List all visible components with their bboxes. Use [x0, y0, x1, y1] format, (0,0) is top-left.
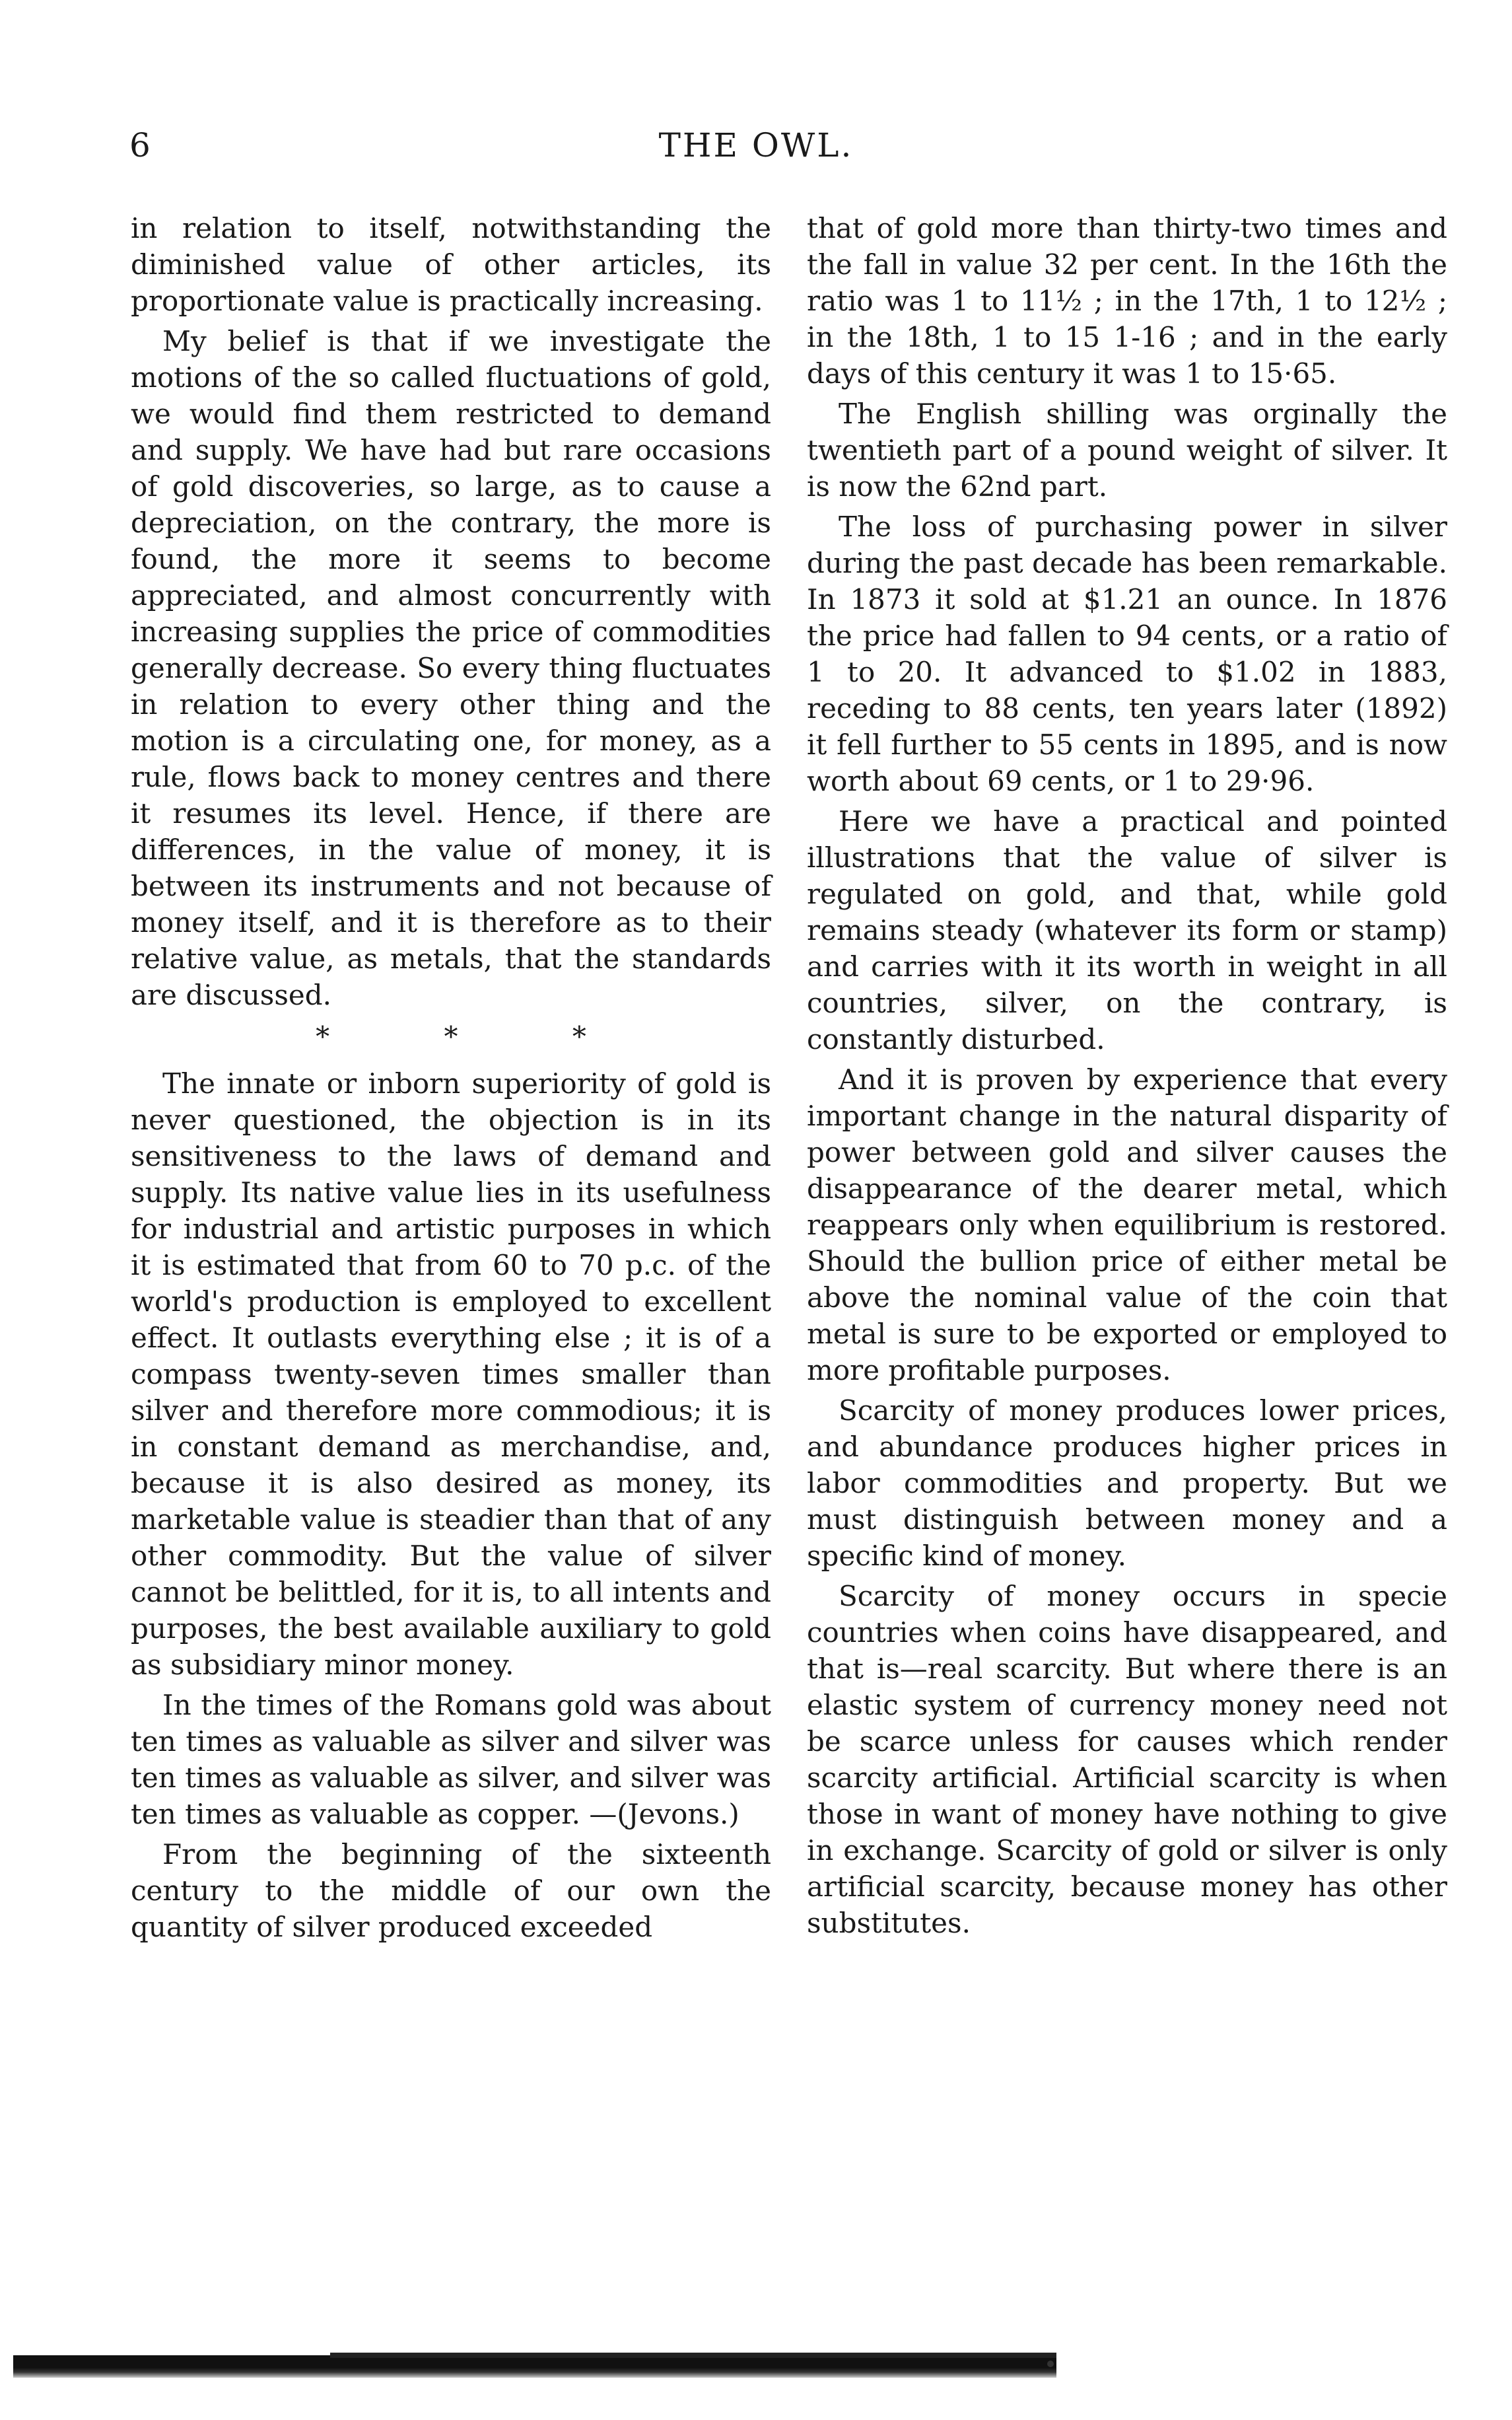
paragraph: The loss of purchasing power in silver during the past decade has been remarkable. In 1873 it sold at $1.21 an ounce. In 1876 the price had fallen to 94 cents, or a ratio of 1 to 20. It advanced to $1.02 in 1883, receding to 88 cents, ten years later (1892) it fell further to 55 cents in 1895, and is now worth about 69 cents, or 1 to 29·96. — [807, 511, 1447, 797]
section-separator: * * * — [316, 1020, 639, 1053]
paragraph: Scarcity of money occurs in specie countries when coins have disappeared, and that is—real scarcity. But where there is an elastic system of currency money need not be scarce unless for causes which render scarcity artificial. Artificial scarcity is when those in want of money have nothing to give in exchange. Scarcity of gold or silver is only artificial scarcity, because money has other substitutes. — [807, 1580, 1447, 1939]
left-column — [131, 210, 771, 1945]
paragraph: From the beginning of the sixteenth century to the middle of our own the quantity of silver produced exceeded — [131, 1838, 771, 1943]
paragraph: that of gold more than thirty-two times and the fall in value 32 per cent. In the 16th the ratio was 1 to 11½ ; in the 17th, 1 to 12½ ; in the 18th, 1 to 15 1-16 ; and in the early days of this century it was 1 to 15·65. — [807, 212, 1447, 390]
running-title: THE OWL. — [658, 126, 854, 164]
footer-rule — [13, 2355, 1056, 2378]
paragraph: Here we have a practical and pointed illustrations that the value of silver is regulated on gold, and that, while gold remains steady (whatever its form or stamp) and carries with it its worth in weight in all countries, silver, on the contrary, is constantly disturbed. — [807, 805, 1447, 1055]
paragraph: In the times of the Romans gold was about ten times as valuable as silver and silver was ten times as valuable as silver, and silver was ten times as valuable as copper. —(Jevons.) — [131, 1689, 771, 1830]
page-number: 6 — [129, 126, 151, 164]
right-column — [807, 210, 1447, 1941]
paragraph: The innate or inborn superiority of gold is never questioned, the objection is in its sensitiveness to the laws of demand and supply. Its native value lies in its usefulness for industrial and artistic purposes in which it is estimated that from 60 to 70 p.c. of the world's production is employed to excellent effect. It outlasts everything else ; it is of a compass twenty-seven times smaller than silver and therefore more commodious; it is in constant demand as merchandise, and, because it is also desired as money, its marketable value is steadier than that of any other commodity. But the value of silver cannot be belittled, for it is, to all intents and purposes, the best available auxiliary to gold as subsidiary minor money. — [131, 1067, 771, 1681]
paragraph: My belief is that if we investigate the motions of the so called fluctuations of gold, we would find them restricted to demand and supply. We have had but rare occasions of gold discoveries, so large, as to cause a depreciation, on the contrary, the more is found, the more it seems to become appreciated, and almost concurrently with increasing supplies the price of commodities generally decrease. So every thing fluctuates in relation to every other thing and the motion is a circulating one, for money, as a rule, flows back to money centres and there it resumes its level. Hence, if there are differences, in the value of money, it is between its instruments and not because of money itself, and it is therefore as to their relative value, as metals, that the standards are discussed. — [131, 325, 771, 1011]
paragraph: in relation to itself, notwithstanding the diminished value of other articles, its proportionate value is practically increasing. — [131, 212, 771, 317]
paragraph: And it is proven by experience that every important change in the natural disparity of power between gold and silver causes the disappearance of the dearer metal, which reappears only when equilibrium is restored. Should the bullion price of either metal be above the nominal value of the coin that metal is sure to be exported or employed to more profitable purposes. — [807, 1063, 1447, 1386]
paragraph: Scarcity of money produces lower prices, and abundance produces higher prices in labor commodities and property. But we must distinguish between money and a specific kind of money. — [807, 1394, 1447, 1572]
paragraph: The English shilling was orginally the twentieth part of a pound weight of silver. It is now the 62nd part. — [807, 398, 1447, 503]
ink-dot — [1047, 2361, 1054, 2367]
